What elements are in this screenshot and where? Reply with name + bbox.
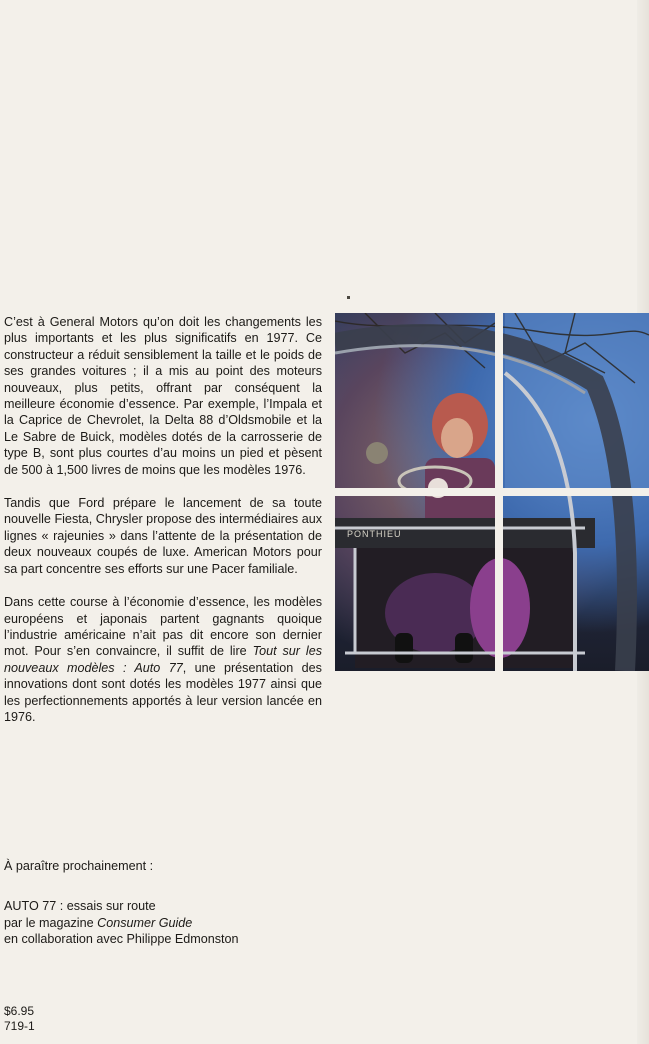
catalog-code: 719-1: [4, 1019, 35, 1033]
paragraph-ford-chrysler: Tandis que Ford prépare le lancement de sa toute nouvelle Fiesta, Chrysler propose des intermédiaires aux lignes « rajeunies » dans l’attente de la présentation de deux nouveaux coupés de luxe. American Motors pour sa part concentre ses efforts sur une Pacer familiale.: [4, 496, 322, 576]
coming-soon-line-1: AUTO 77 : essais sur route: [4, 899, 156, 914]
body-text: [4, 314, 322, 742]
book-title: Tout sur les nouveaux modèles : Auto 77: [4, 644, 322, 675]
paragraph-economy-part1: Dans cette course à l’économie d’essence, les modèles européens et japonais partent gagnants quoique l’industrie américaine n’ait pas dit encore son dernier mot. Pour s’en convaincre, il suffit de lire: [4, 595, 322, 659]
coming-soon-line-2-prefix: par le magazine: [4, 915, 98, 930]
coming-soon-line-2: [4, 915, 324, 931]
cover-photo: [335, 313, 649, 671]
coming-soon-line-3: en collaboration avec Philippe Edmonston: [4, 932, 239, 947]
paragraph-economy: [4, 594, 322, 725]
magazine-title: Consumer Guide: [97, 915, 193, 930]
print-mark: [347, 296, 350, 299]
price-block: [4, 1004, 35, 1034]
plate-text: PONTHIEU: [347, 529, 402, 539]
paragraph-economy-part2: , une présentation des innovations dont sont dotés les modèles 1977 ainsi que les perfectionnements apportés à leur version lancée en 1976.: [4, 660, 322, 724]
price: $6.95: [4, 1004, 35, 1018]
paragraph-general-motors: C’est à General Motors qu’on doit les changements les plus importants et les plus significatifs en 1977. Ce constructeur a réduit sensiblement la taille et le poids de ses grandes voitures ; il a mis au point des moteurs nouveaux, plus petits, offrant par conséquent la meilleure économie d’essence. Par exemple, l’Impala et la Caprice de Chevrolet, la Delta 88 d’Oldsmobile et la Le Sabre de Buick, modèles dotés de la carrosserie de type B, sont plus courtes d’au moins un pied et pèsent de 500 à 1,500 livres de moins que les modèles 1976.: [4, 315, 322, 477]
coming-soon-heading: À paraître prochainement :: [4, 859, 154, 873]
coming-soon: [4, 858, 324, 948]
photo-divider-horizontal: [335, 488, 649, 496]
